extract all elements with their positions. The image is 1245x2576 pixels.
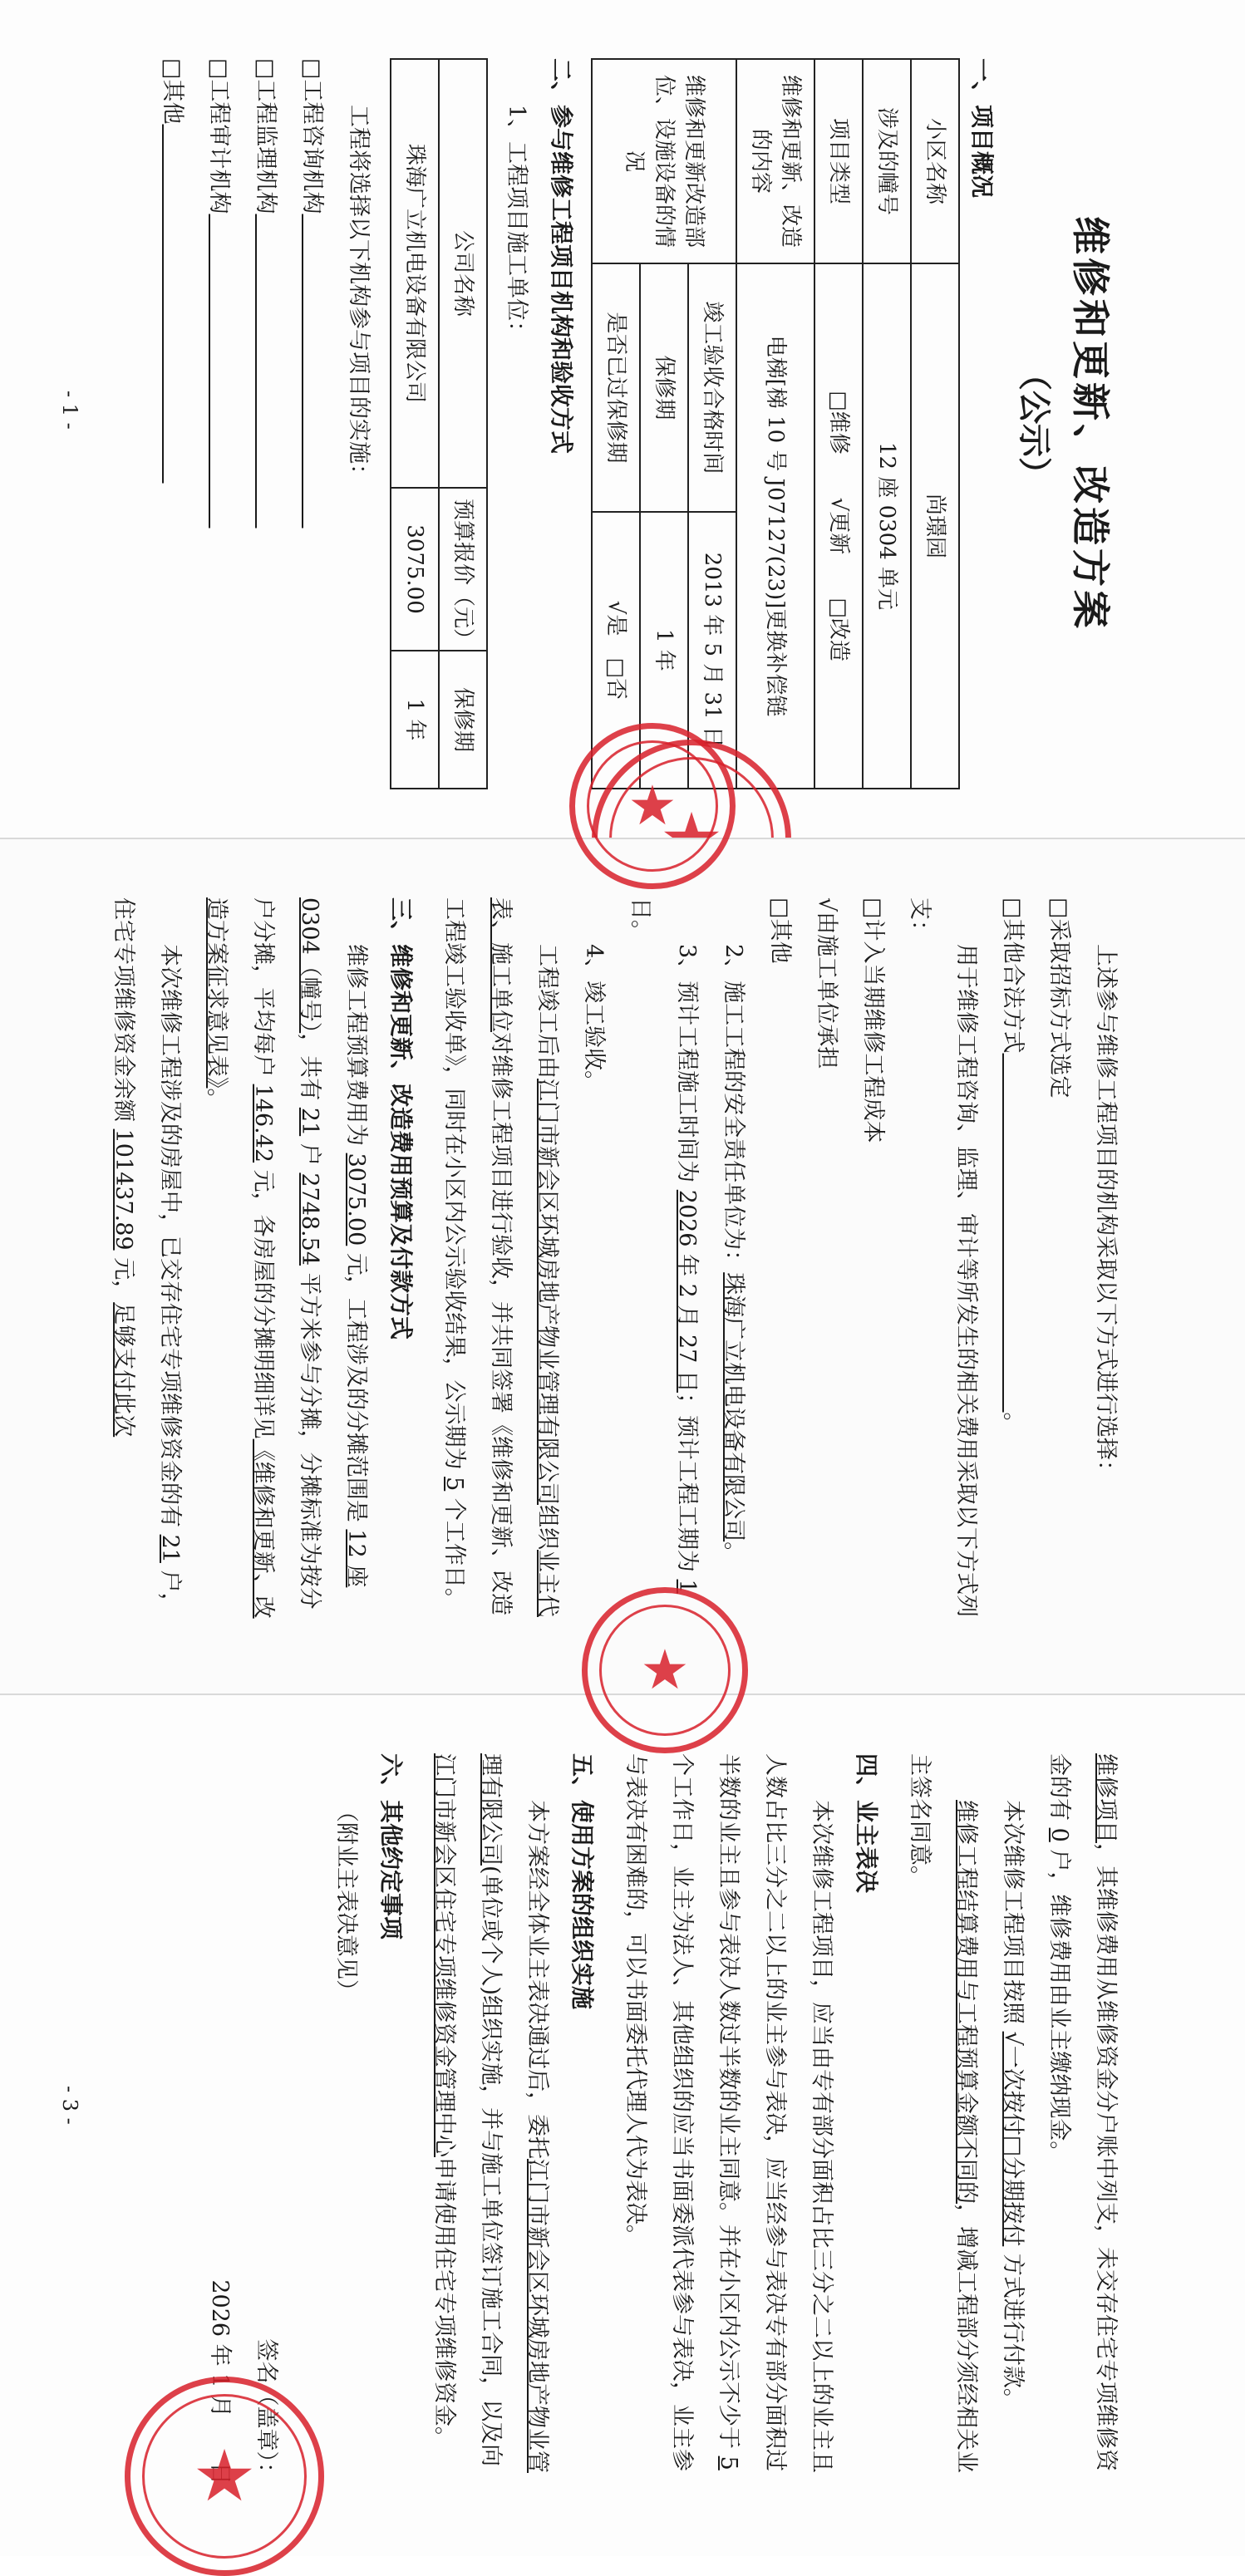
table-value: 电梯[梯 10 号 J07127(23)]更换补偿链: [736, 263, 814, 789]
budget-text: 维修工程预算费用为 3075.00 元，工程涉及的分摊范围是 12 座 0304（幢号），共有 21 户 2748.54 平方米参与分摊，分摊标准为按分户分摊，平均每户 146.42 元，各房屋的分摊明细详见《维修和更新、改造方案征求意见表》。: [204, 897, 369, 1619]
item-3-text: 3、预计工程施工时间为 2026 年 2 月 27 日；预计工程工期为 1 日。: [627, 897, 700, 1594]
org-option: □工程审计机构: [206, 58, 232, 214]
item-4-text: 4、竣工验收。: [581, 944, 607, 1094]
org-option: □其他: [160, 58, 185, 125]
item-2-text: 2、施工工程的安全责任单位为：珠海广立机电设备有限公司。: [721, 944, 746, 1565]
org-option: □工程监理机构: [253, 58, 278, 214]
section-5-heading: 五、使用方案的组织实施: [568, 1753, 596, 2010]
implementation-text: 本方案经全体业主表决通过后，委托江门市新会区环城房地产物业管理有限公司(单位或个人)组织实施，并与施工单位签订施工合同，以及向江门市新会区住宅专项维修资金管理中心申请使用住宅专项维修资金。: [431, 1753, 550, 2473]
table-value: □维修 √更新 □改造: [814, 263, 863, 789]
table-row: [736, 59, 814, 789]
page-number: - 3 -: [58, 2086, 81, 2125]
table-value: 12 座 0304 单元: [863, 263, 911, 789]
vote-text: 本次维修工程项目，应当由专有部分面积占比三分之二以上的业主且人数占比三分之二以上的业主参与表决，应当经参与表决专有部分面积过半数的业主且参与表决人数过半数的业主同意。并在小区内公示不少于 5 个工作日，业主为法人、其他组织的应当书面委派代表参与表决，业主参与表决有困难的，可以书面委托代理人代为表决。: [622, 1753, 834, 2473]
attachment-note: （附业主表决意见）: [333, 1800, 359, 2002]
table-value: 尚璟园: [911, 263, 959, 789]
fund-text: 本次维修工程涉及的房屋中，已交存住宅专项维修资金的有 21 户，住宅专项维修资金余额 101437.89 元，足够支付此次: [111, 897, 183, 1615]
settlement-text: 维修工程结算费用与工程预算金额不同的，增减工程部分须经相关业主签名同意。: [907, 1753, 979, 2473]
table-header-row: [439, 59, 487, 789]
table-cell: 1 年: [391, 651, 439, 789]
selection-text: 上述参与维修工程项目的机构采取以下方式进行选择：: [1093, 944, 1119, 1482]
table-value: 1 年: [640, 512, 688, 789]
table-label: 小区名称: [911, 59, 959, 263]
table-header: 保修期: [439, 651, 487, 789]
table-label: 维修和更新、改造的内容: [736, 59, 814, 263]
page-2: [0, 774, 1245, 1695]
table-key: 保修期: [640, 263, 688, 512]
contractor-table: [390, 58, 488, 789]
section-6-heading: 六、其他约定事项: [377, 1753, 405, 1940]
section-1-heading: 一、项目概况: [968, 58, 996, 199]
table-row: [688, 59, 736, 789]
fee-intro: 用于维修工程咨询、监理、审计等所发生的相关费用采取以下方式列支：: [907, 897, 979, 1617]
table-header: 预算报价（元）: [439, 488, 487, 651]
fee-option: √由施工单位承担: [814, 897, 839, 1069]
fee-option: □其他: [767, 897, 793, 964]
signature-date: 2026 年 1 月 日: [207, 2279, 233, 2485]
fee-option: □计入当期维修工程成本: [860, 897, 886, 1143]
item-1-text: 1、工程项目施工单位：: [504, 105, 529, 344]
document-title: 维修和更新、改造方案: [1068, 216, 1113, 632]
page-3: [0, 1638, 1245, 2556]
page-number: - 1 -: [58, 391, 81, 430]
table-cell: 珠海广立机电设备有限公司: [391, 59, 439, 488]
continuation-text: 维修项目，其维修费用从维修资金分户账中列支，未交存住宅专项维修资金的有 0 户，维修费用由业主缴纳现金。: [1046, 1753, 1119, 2471]
signature-line: 签名（盖章）：: [253, 2338, 279, 2485]
selection-option: □采取招标方式选定: [1046, 897, 1072, 1099]
table-key: 是否已过保修期: [592, 263, 640, 512]
table-cell: 3075.00: [391, 488, 439, 651]
table-key: 竣工验收合格时间: [688, 263, 736, 512]
payment-text: 本次维修工程项目按照 √一次按付□分期按付 方式进行付款。: [1000, 1800, 1026, 2411]
acceptance-text: 工程竣工后由江门市新会区环城房地产物业管理有限公司组织业主代表、施工单位对维修工程项目进行验收，并共同签署《维修和更新、改造工程竣工验收单》，同时在小区内公示验收结果，公示期为 5 个工作日。: [441, 897, 560, 1617]
table-value: √是 □否: [592, 512, 640, 789]
document-subtitle: （公示）: [1015, 357, 1054, 490]
table-row: [911, 59, 959, 789]
page-2-content: [0, 839, 1245, 1695]
section-3-heading: 三、维修和更新、改造费用预算及付款方式: [387, 897, 415, 1340]
selection-option: □其他合法方式 。: [1000, 897, 1026, 1435]
table-value: 2013 年 5 月 31 日: [688, 512, 736, 789]
section-4-heading: 四、业主表决: [853, 1753, 880, 1894]
orgs-intro: 工程将选择以下机构参与项目的实施：: [346, 105, 372, 486]
table-header: 公司名称: [439, 59, 487, 488]
table-row: [863, 59, 911, 789]
table-label: 涉及的幢号: [863, 59, 911, 263]
company-seal: ★: [125, 2377, 324, 2576]
section-2-heading: 二、参与维修工程项目机构和验收方式: [548, 58, 575, 455]
page-1-content: [0, 0, 1245, 839]
table-label: 项目类型: [814, 59, 863, 263]
table-row: [814, 59, 863, 789]
company-seal: ★: [569, 723, 736, 889]
table-label: 维修和更新改造部位、设施设备的情况: [592, 59, 736, 263]
company-seal: ★: [582, 1587, 748, 1753]
org-option: □工程咨询机构: [299, 58, 325, 214]
table-row: [391, 59, 439, 789]
page-1: [0, 0, 1245, 839]
project-overview-table: [591, 58, 960, 789]
